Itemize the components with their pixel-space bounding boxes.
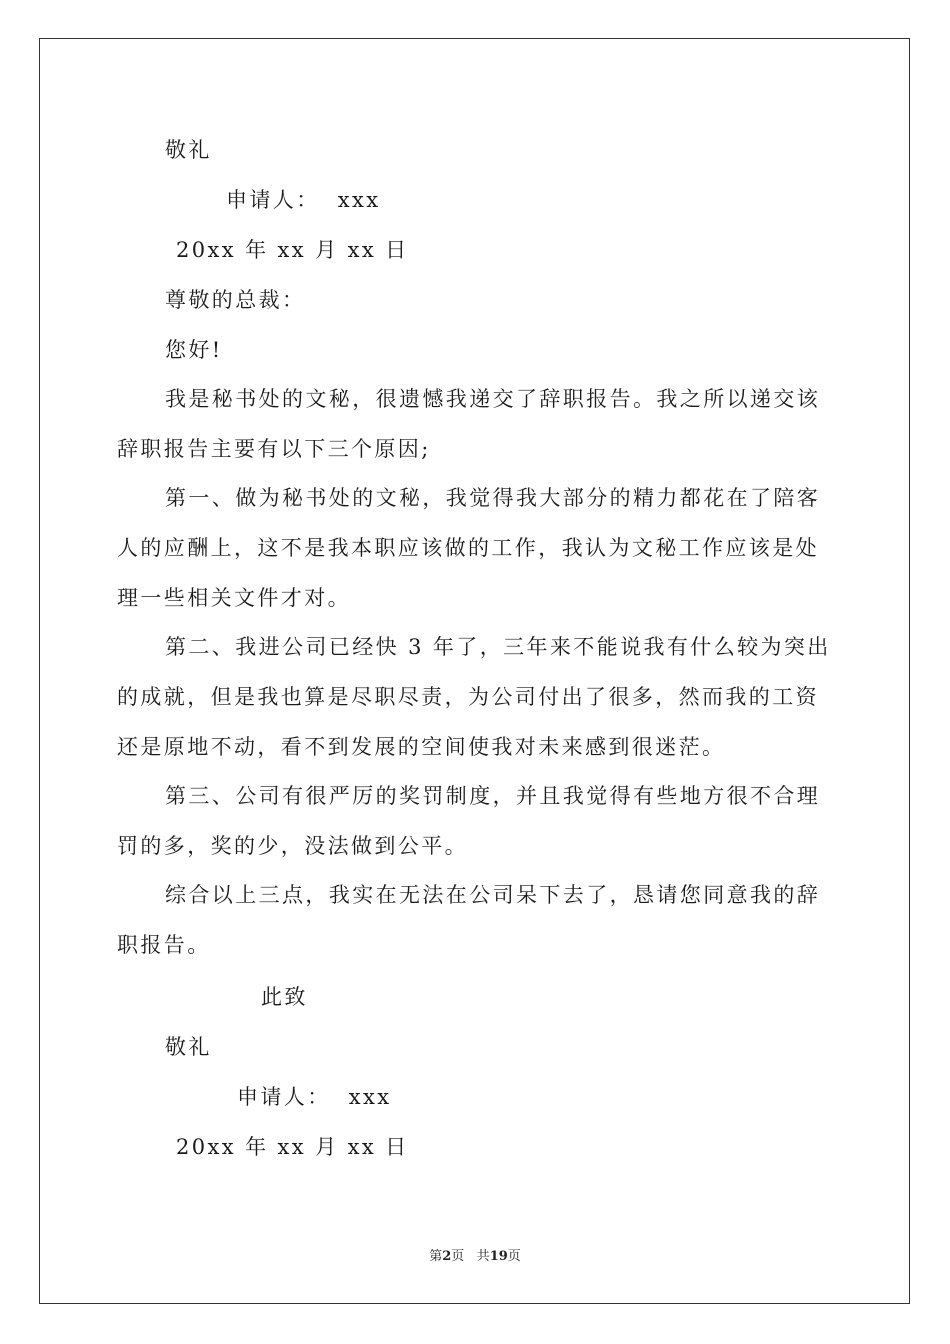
page-prefix: 第 [429,1249,443,1264]
date-line: 20xx 年 xx 月 xx 日 [176,1135,409,1159]
applicant-line: 申请人： xxx [237,1085,392,1109]
applicant-line: 申请人： xxx [226,188,381,212]
paragraph-line: 我是秘书处的文秘，很遗憾我递交了辞职报告。我之所以递交该 [165,387,821,411]
greeting: 您好! [165,338,223,362]
paragraph-line: 罚的多，奖的少，没法做到公平。 [117,834,468,858]
page-border [39,38,910,1304]
paragraph-line: 还是原地不动，看不到发展的空间使我对未来感到很迷茫。 [117,735,726,759]
closing-line: 敬礼 [165,1035,212,1059]
date-line: 20xx 年 xx 月 xx 日 [176,238,409,262]
closing-line: 敬礼 [165,138,212,162]
paragraph-line: 综合以上三点，我实在无法在公司呆下去了，恳请您同意我的辞 [165,883,821,907]
paragraph-line: 的成就，但是我也算是尽职尽责，为公司付出了很多，然而我的工资 [117,685,819,709]
paragraph-line: 第二、我进公司已经快 3 年了，三年来不能说我有什么较为突出 [165,635,831,659]
paragraph-line: 第三、公司有很严厉的奖罚制度，并且我觉得有些地方很不合理 [165,784,821,808]
paragraph-line: 职报告。 [117,933,211,957]
page-total: 19 [489,1249,508,1264]
cizhi-line: 此致 [261,985,308,1009]
page-footer [0,1248,950,1266]
page-current: 2 [442,1249,452,1264]
paragraph-line: 人的应酬上，这不是我本职应该做的工作，我认为文秘工作应该是处 [117,536,819,560]
paragraph-line: 理一些相关文件才对。 [117,586,351,610]
total-suffix: 页 [507,1249,521,1264]
salutation: 尊敬的总裁： [165,288,306,312]
page-suffix: 页 [451,1249,465,1264]
total-prefix: 共 [476,1249,490,1264]
paragraph-line: 第一、做为秘书处的文秘，我觉得我大部分的精力都花在了陪客 [165,486,821,510]
paragraph-line: 辞职报告主要有以下三个原因; [117,437,431,461]
